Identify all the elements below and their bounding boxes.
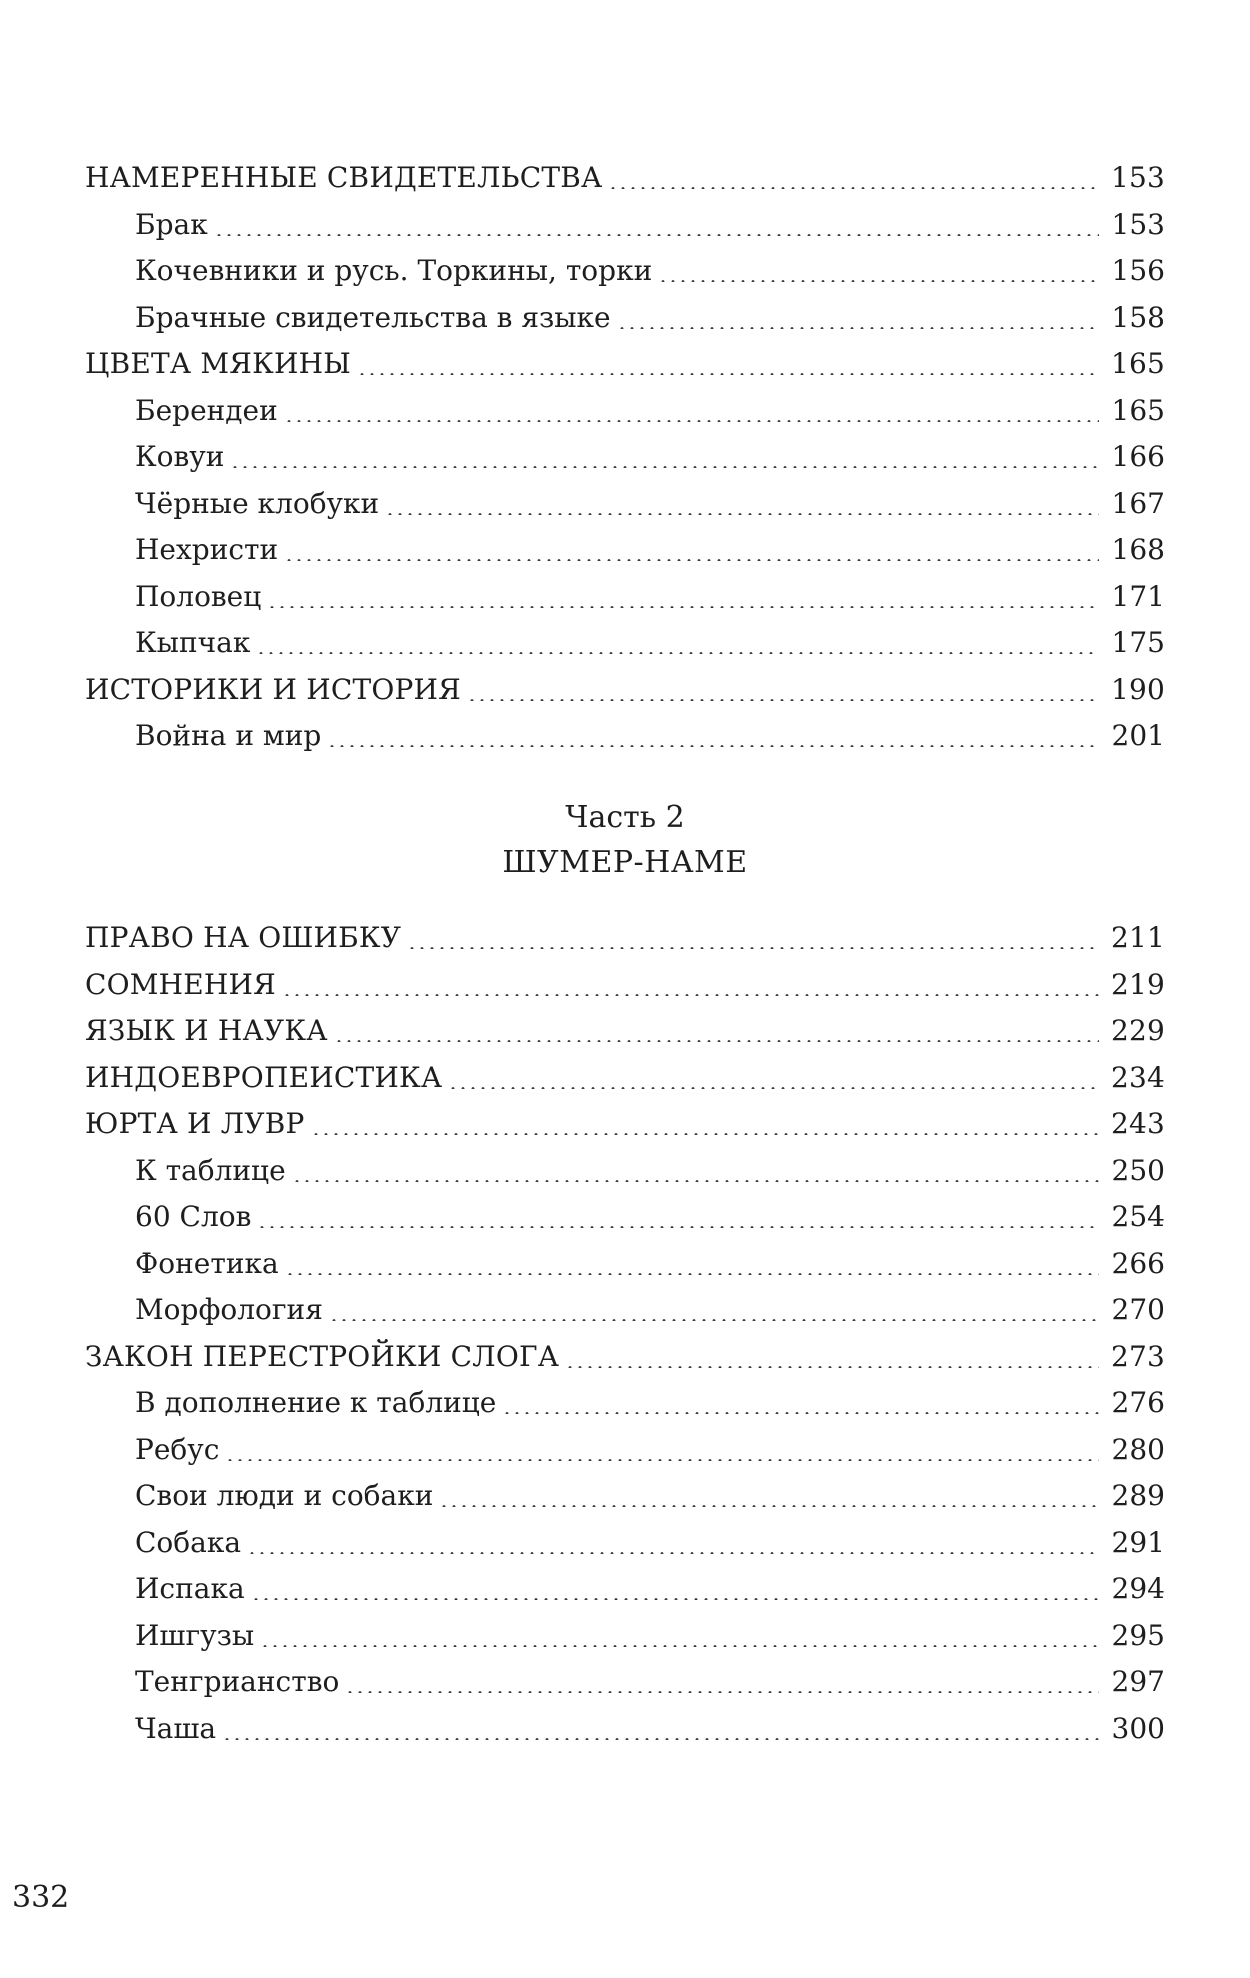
dot-leader	[260, 1645, 1099, 1647]
toc-entry-title: Брак	[135, 207, 208, 241]
toc-subsection	[85, 1427, 1165, 1474]
dot-leader	[225, 1459, 1099, 1461]
toc-chapter	[85, 1055, 1165, 1102]
toc-entry-title: СОМНЕНИЯ	[85, 967, 276, 1001]
toc-entry-page: 273	[1110, 1339, 1165, 1373]
dot-leader	[385, 513, 1099, 515]
toc-subsection	[85, 1380, 1165, 1427]
toc-entry-title: Чаша	[135, 1711, 217, 1745]
toc-subsection	[85, 1520, 1165, 1567]
toc-chapter	[85, 667, 1165, 714]
toc-entry-title: ЮРТА И ЛУВР	[85, 1107, 305, 1140]
dot-leader	[502, 1412, 1099, 1414]
toc-entry-page: 243	[1110, 1107, 1165, 1140]
toc-chapter	[85, 1334, 1165, 1381]
toc-subsection	[85, 295, 1165, 342]
toc-chapter	[85, 1008, 1165, 1055]
toc-chapter	[85, 341, 1165, 388]
toc-entry-page: 211	[1110, 921, 1165, 954]
toc-entry-title: Нехристи	[135, 533, 279, 566]
dot-leader	[467, 699, 1099, 701]
toc-subsection	[85, 713, 1165, 760]
dot-leader	[334, 1040, 1099, 1042]
toc-entry-page: 270	[1111, 1293, 1165, 1326]
toc-entry-page: 165	[1111, 393, 1165, 427]
toc-subsection	[85, 248, 1165, 295]
dot-leader	[439, 1505, 1099, 1507]
toc-subsection	[85, 527, 1165, 574]
dot-leader	[448, 1087, 1099, 1089]
part-title: ШУМЕР-НАМЕ	[502, 845, 748, 880]
toc-chapter	[85, 962, 1165, 1009]
toc-entry-title: ПРАВО НА ОШИБКУ	[85, 921, 402, 954]
toc-entry-page: 266	[1111, 1246, 1165, 1280]
dot-leader	[214, 234, 1099, 236]
toc-entry-page: 190	[1110, 672, 1165, 706]
toc-entry-page: 294	[1111, 1572, 1165, 1605]
toc-section-2	[85, 915, 1165, 1752]
toc-entry-title: Ковуи	[135, 440, 225, 473]
dot-leader	[357, 373, 1099, 375]
dot-leader	[230, 466, 1099, 468]
toc-subsection	[85, 574, 1165, 621]
toc-entry-page: 234	[1110, 1060, 1165, 1094]
toc-subsection	[85, 1706, 1165, 1753]
toc-entry-title: Фонетика	[135, 1246, 279, 1280]
toc-entry-page: 171	[1111, 579, 1165, 613]
toc-entry-page: 289	[1111, 1479, 1165, 1512]
toc-entry-title: Кочевники и русь. Торкины, торки	[135, 254, 653, 287]
toc-entry-page: 168	[1111, 533, 1165, 566]
dot-leader	[267, 606, 1099, 608]
toc-section-1	[85, 155, 1165, 760]
toc-entry-page: 300	[1111, 1711, 1165, 1745]
toc-entry-title: Ребус	[135, 1432, 220, 1466]
toc-subsection	[85, 620, 1165, 667]
toc-entry-title: Морфология	[135, 1293, 323, 1326]
toc-entry-page: 297	[1111, 1665, 1165, 1698]
toc-subsection	[85, 388, 1165, 435]
part-heading: Часть 2	[565, 800, 685, 835]
dot-leader	[282, 994, 1099, 996]
toc-subsection	[85, 202, 1165, 249]
dot-leader	[617, 327, 1099, 329]
toc-entry-title: ЯЗЫК И НАУКА	[85, 1014, 328, 1047]
toc-entry-title: Кыпчак	[135, 626, 251, 659]
toc-entry-page: 165	[1110, 347, 1165, 380]
toc-entry-title: ИНДОЕВРОПЕИСТИКА	[85, 1060, 443, 1094]
toc-entry-page: 201	[1111, 719, 1165, 752]
toc-entry-page: 280	[1111, 1432, 1165, 1466]
dot-leader	[256, 652, 1099, 654]
toc-subsection	[85, 1473, 1165, 1520]
toc-entry-title: 60 Слов	[135, 1200, 252, 1233]
toc-entry-title: Свои люди и собаки	[135, 1479, 434, 1512]
toc-entry-title: Половец	[135, 579, 262, 613]
toc-subsection	[85, 481, 1165, 528]
toc-entry-title: НАМЕРЕННЫЕ СВИДЕТЕЛЬСТВА	[85, 161, 603, 194]
toc-entry-title: Чёрные клобуки	[135, 486, 380, 520]
toc-entry-page: 158	[1111, 300, 1165, 334]
dot-leader	[407, 947, 1099, 949]
toc-entry-title: К таблице	[135, 1153, 286, 1187]
dot-leader	[327, 745, 1099, 747]
dot-leader	[608, 187, 1099, 189]
toc-entry-page: 295	[1111, 1618, 1165, 1652]
toc-entry-title: ИСТОРИКИ И ИСТОРИЯ	[85, 672, 461, 706]
toc-entry-title: В дополнение к таблице	[135, 1386, 497, 1419]
toc-entry-title: ЦВЕТА МЯКИНЫ	[85, 347, 351, 380]
toc-entry-page: 153	[1110, 161, 1165, 194]
toc-entry-title: Брачные свидетельства в языке	[135, 300, 611, 334]
dot-leader	[222, 1738, 1099, 1740]
toc-entry-title: Собака	[135, 1525, 242, 1559]
dot-leader	[311, 1133, 1099, 1135]
dot-leader	[247, 1552, 1099, 1554]
toc-entry-title: Берендеи	[135, 393, 278, 427]
toc-subsection	[85, 1148, 1165, 1195]
dot-leader	[345, 1691, 1099, 1693]
toc-subsection	[85, 1287, 1165, 1334]
toc-entry-page: 229	[1110, 1014, 1165, 1047]
toc-entry-page: 219	[1110, 967, 1165, 1001]
toc-entry-page: 153	[1111, 207, 1165, 241]
toc-subsection	[85, 1613, 1165, 1660]
toc-subsection	[85, 1241, 1165, 1288]
toc-chapter	[85, 1101, 1165, 1148]
toc-chapter	[85, 155, 1165, 202]
dot-leader	[284, 420, 1099, 422]
toc-subsection	[85, 1566, 1165, 1613]
toc-entry-page: 166	[1111, 440, 1165, 473]
toc-subsection	[85, 1194, 1165, 1241]
dot-leader	[292, 1180, 1099, 1182]
toc-entry-title: Война и мир	[135, 719, 322, 752]
toc-entry-page: 276	[1111, 1386, 1165, 1419]
dot-leader	[565, 1366, 1099, 1368]
dot-leader	[257, 1226, 1099, 1228]
dot-leader	[329, 1319, 1099, 1321]
toc-entry-page: 291	[1111, 1525, 1165, 1559]
toc-entry-page: 250	[1111, 1153, 1165, 1187]
toc-entry-page: 175	[1111, 626, 1165, 659]
toc-entry-page: 167	[1111, 486, 1165, 520]
dot-leader	[251, 1598, 1099, 1600]
toc-subsection	[85, 434, 1165, 481]
toc-entry-title: ЗАКОН ПЕРЕСТРОЙКИ СЛОГА	[85, 1339, 560, 1373]
toc-entry-page: 156	[1111, 254, 1165, 287]
page-number: 332	[12, 1880, 70, 1915]
toc-subsection	[85, 1659, 1165, 1706]
toc-entry-title: Испака	[135, 1572, 245, 1605]
toc-entry-title: Ишгузы	[135, 1618, 255, 1652]
dot-leader	[285, 1273, 1099, 1275]
toc-chapter	[85, 915, 1165, 962]
dot-leader	[284, 559, 1099, 561]
toc-entry-title: Тенгрианство	[135, 1665, 340, 1698]
dot-leader	[658, 280, 1099, 282]
toc-entry-page: 254	[1111, 1200, 1165, 1233]
